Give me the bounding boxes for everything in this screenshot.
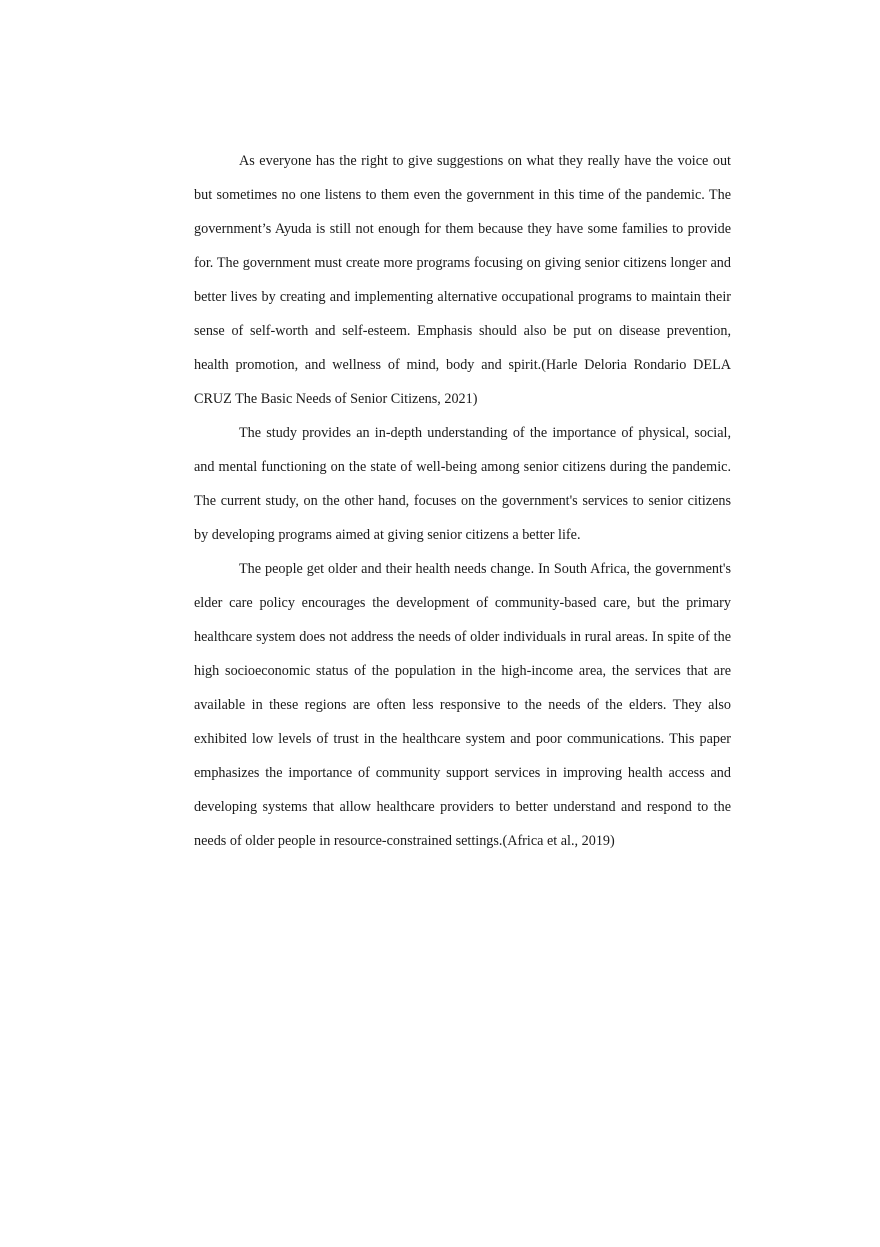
body-text [194,144,731,858]
paragraph-senior-needs: As everyone has the right to give suggestions on what they really have the voice out but sometimes no one listens to them even the government in this time of the pandemic. The government’s Ayuda is still not enough for them because they have some families to provide for. The government must create more programs focusing on giving senior citizens longer and better lives by creating and implementing alternative occupational programs to maintain their sense of self-worth and self-esteem. Emphasis should also be put on disease prevention, health promotion, and wellness of mind, body and spirit.(Harle Deloria Rondario DELA CRUZ The Basic Needs of Senior Citizens, 2021) [194,153,731,407]
paragraph-study-scope: The study provides an in-depth understanding of the importance of physical, social, and mental functioning on the state of well-being among senior citizens during the pandemic. The current study, on the other hand, focuses on the government's services to senior citizens by developing programs aimed at giving senior citizens a better life. [194,425,731,543]
paragraph-south-africa-care: The people get older and their health needs change. In South Africa, the government's elder care policy encourages the development of community-based care, but the primary healthcare system does not address the needs of older individuals in rural areas. In spite of the high socioeconomic status of the population in the high-income area, the services that are available in these regions are often less responsive to the needs of the elders. They also exhibited low levels of trust in the healthcare system and poor communications. This paper emphasizes the importance of community support services in improving health access and developing systems that allow healthcare providers to better understand and respond to the needs of older people in resource-constrained settings.(Africa et al., 2019) [194,561,731,849]
